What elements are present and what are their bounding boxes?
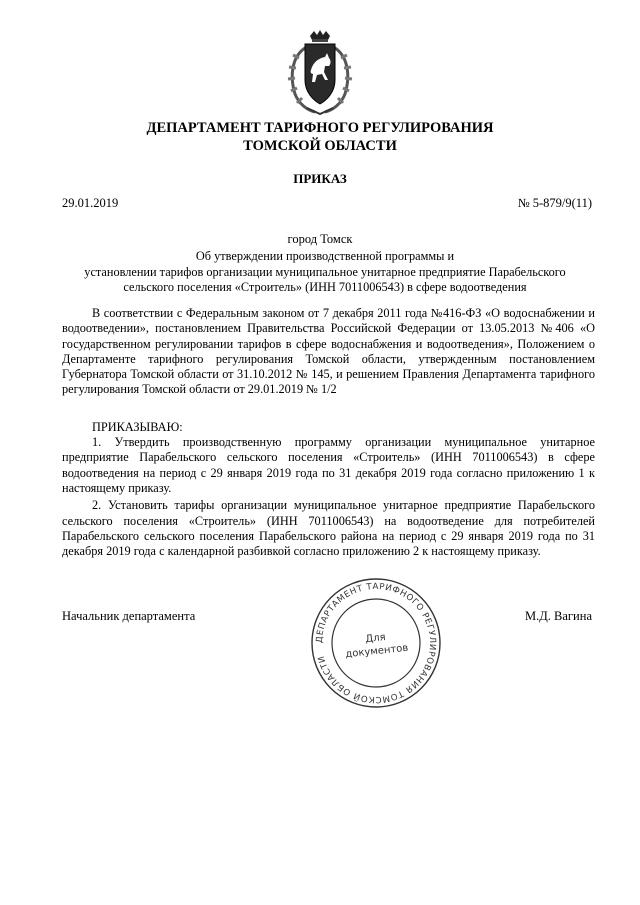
order-item-2: 2. Установить тарифы организации муниципальное унитарное предприятие Парабельского сельского поселения «Строитель» (ИНН 7011006543) на водоотведение для потребителей Парабельского сельского поселения Парабельского района на период с 29 января 2019 года по 31 декабря 2019 года с календарной разбивкой согласно приложению 2 к настоящему приказу. <box>62 498 595 559</box>
subject-line3: сельского поселения «Строитель» (ИНН 7011006543) в сфере водоотведения <box>123 280 527 294</box>
stamp-ring-text: ДЕПАРТАМЕНТ ТАРИФНОГО РЕГУЛИРОВАНИЯ ТОМСКОЙ ОБЛАСТИ <box>314 581 438 705</box>
decree-heading: ПРИКАЗЫВАЮ: <box>92 419 183 434</box>
signer-position: Начальник департамента <box>62 609 196 623</box>
department-title <box>0 119 640 155</box>
document-subject <box>50 249 600 296</box>
department-title-line2: ТОМСКОЙ ОБЛАСТИ <box>243 138 397 154</box>
document-body <box>62 306 595 559</box>
document-date: 29.01.2019 <box>62 196 119 210</box>
department-title-line1: ДЕПАРТАМЕНТ ТАРИФНОГО РЕГУЛИРОВАНИЯ <box>146 120 494 136</box>
official-stamp-icon <box>308 575 444 711</box>
stamp-center-line2: документов <box>344 642 409 661</box>
signer-name: М.Д. Вагина <box>525 609 592 623</box>
document-city: город Томск <box>287 232 353 246</box>
document-number: № 5-879/9(11) <box>517 196 592 210</box>
subject-line1: Об утверждении производственной программы и <box>195 249 455 263</box>
order-item-1: 1. Утвердить производственную программу организации муниципальное унитарное предприятие Парабельского сельского поселения «Строитель» (ИНН 7011006543) в сфере водоотведения на период с 29 января 2019 года по 31 декабря 2019 года согласно приложению 1 к настоящему приказу. <box>62 435 595 495</box>
stamp-center-line1: Для <box>364 631 387 646</box>
document-type: ПРИКАЗ <box>293 171 347 186</box>
preamble-paragraph: В соответствии с Федеральным законом от 7 декабря 2011 года №416-ФЗ «О водоснабжении и водоотведении», постановлением Правительства Российской Федерации от 13.05.2013 №406 «О государственном регулировании тарифов в сфере водоснабжения и водоотведения», Положением о Департаменте тарифного регулирования Томской области, утвержденным постановлением Губернатора Томской области от 31.10.2012 № 145, и решением Правления Департамента тарифного регулирования Томской области от 29.01.2019 № 1/2 <box>62 306 595 397</box>
subject-line2: установлении тарифов организации муниципальное унитарное предприятие Парабельского <box>84 264 566 279</box>
coat-of-arms-icon <box>285 30 355 116</box>
